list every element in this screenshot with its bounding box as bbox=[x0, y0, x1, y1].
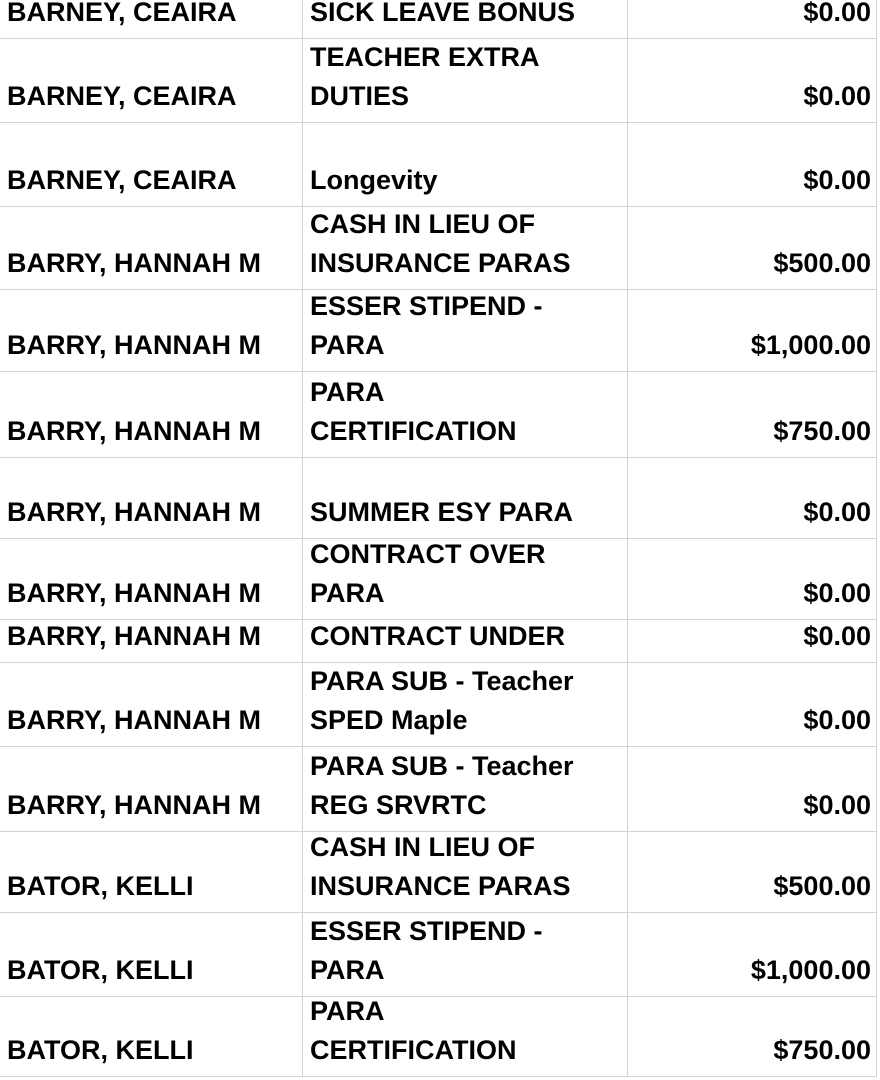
amount-value: $0.00 bbox=[803, 621, 871, 651]
pay-description bbox=[310, 0, 575, 32]
employee-name: BARRY, HANNAH M bbox=[7, 416, 261, 446]
pay-description-line: INSURANCE PARAS bbox=[310, 248, 571, 278]
pay-description bbox=[310, 39, 540, 116]
pay-description-line: INSURANCE PARAS bbox=[310, 871, 571, 901]
pay-description-line: CONTRACT UNDER bbox=[310, 621, 565, 651]
table-row bbox=[0, 913, 877, 997]
pay-description-cell bbox=[302, 997, 627, 1076]
employee-name-cell bbox=[0, 663, 302, 746]
pay-description bbox=[310, 832, 571, 906]
employee-name: BARNEY, CEAIRA bbox=[7, 0, 237, 27]
pay-description bbox=[310, 620, 565, 656]
employee-name-cell bbox=[0, 207, 302, 289]
amount-value: $500.00 bbox=[773, 871, 871, 901]
employee-name: BATOR, KELLI bbox=[7, 1035, 194, 1065]
pay-description-cell bbox=[302, 539, 627, 619]
table-row bbox=[0, 0, 877, 39]
pay-description-line: PARA SUB - Teacher bbox=[310, 666, 574, 696]
pay-description-line: SUMMER ESY PARA bbox=[310, 497, 574, 527]
employee-name: BARRY, HANNAH M bbox=[7, 497, 261, 527]
amount-value: $500.00 bbox=[773, 248, 871, 278]
pay-description-cell bbox=[302, 620, 627, 662]
pay-description-line: TEACHER EXTRA bbox=[310, 42, 540, 72]
amount-value: $750.00 bbox=[773, 416, 871, 446]
employee-name-cell bbox=[0, 123, 302, 206]
employee-name-cell bbox=[0, 997, 302, 1076]
pay-description-cell bbox=[302, 458, 627, 538]
pay-description bbox=[310, 747, 574, 825]
amount-value: $0.00 bbox=[803, 790, 871, 820]
employee-name: BARRY, HANNAH M bbox=[7, 330, 261, 360]
table-row bbox=[0, 539, 877, 620]
amount-value: $1,000.00 bbox=[750, 955, 871, 985]
pay-description-line: PARA bbox=[310, 578, 385, 608]
amount-value: $0.00 bbox=[803, 0, 871, 27]
amount-cell bbox=[627, 997, 877, 1076]
employee-name: BARRY, HANNAH M bbox=[7, 248, 261, 278]
amount-cell bbox=[627, 913, 877, 996]
pay-description-line: DUTIES bbox=[310, 81, 410, 111]
pay-description-line: PARA SUB - Teacher bbox=[310, 751, 574, 781]
pay-description-line: ESSER STIPEND - bbox=[310, 916, 543, 946]
pay-description-cell bbox=[302, 663, 627, 746]
pay-description-line: PARA bbox=[310, 997, 385, 1026]
amount-value: $0.00 bbox=[803, 705, 871, 735]
pay-description-line: ESSER STIPEND - bbox=[310, 291, 543, 321]
employee-name-cell bbox=[0, 39, 302, 122]
pay-description-cell bbox=[302, 0, 627, 38]
amount-cell bbox=[627, 458, 877, 538]
table-row bbox=[0, 290, 877, 372]
employee-name: BARNEY, CEAIRA bbox=[7, 165, 237, 195]
employee-name-cell bbox=[0, 747, 302, 831]
amount-value: $750.00 bbox=[773, 1035, 871, 1065]
employee-name-cell bbox=[0, 913, 302, 996]
pay-description-cell bbox=[302, 290, 627, 371]
pay-description-line: Longevity bbox=[310, 165, 438, 195]
pay-description-cell bbox=[302, 207, 627, 289]
pay-description-line: SPED Maple bbox=[310, 705, 468, 735]
pay-description bbox=[310, 207, 571, 283]
employee-name-cell bbox=[0, 0, 302, 38]
employee-name-cell bbox=[0, 458, 302, 538]
amount-cell bbox=[627, 747, 877, 831]
pay-description-line: CERTIFICATION bbox=[310, 416, 517, 446]
employee-name-cell bbox=[0, 539, 302, 619]
amount-cell bbox=[627, 0, 877, 38]
employee-name: BARRY, HANNAH M bbox=[7, 621, 261, 651]
amount-cell bbox=[627, 39, 877, 122]
amount-value: $0.00 bbox=[803, 578, 871, 608]
pay-description-cell bbox=[302, 832, 627, 912]
pay-description-cell bbox=[302, 39, 627, 122]
pay-description bbox=[310, 913, 543, 990]
amount-value: $1,000.00 bbox=[750, 330, 871, 360]
amount-cell bbox=[627, 290, 877, 371]
pay-description bbox=[310, 493, 573, 532]
table-row bbox=[0, 747, 877, 832]
pay-description-line: CASH IN LIEU OF bbox=[310, 832, 536, 862]
table-row bbox=[0, 620, 877, 663]
employee-name: BARRY, HANNAH M bbox=[7, 705, 261, 735]
table-row bbox=[0, 663, 877, 747]
table-row bbox=[0, 997, 877, 1077]
employee-name: BARNEY, CEAIRA bbox=[7, 81, 237, 111]
pay-description-line: PARA bbox=[310, 377, 385, 407]
amount-cell bbox=[627, 620, 877, 662]
pay-description-cell bbox=[302, 747, 627, 831]
pay-description-line: CASH IN LIEU OF bbox=[310, 209, 536, 239]
employee-name: BATOR, KELLI bbox=[7, 871, 194, 901]
pay-description-line: SICK LEAVE BONUS bbox=[310, 0, 576, 27]
employee-name-cell bbox=[0, 832, 302, 912]
employee-name-cell bbox=[0, 620, 302, 662]
table-row bbox=[0, 372, 877, 458]
employee-name-cell bbox=[0, 290, 302, 371]
table-row bbox=[0, 123, 877, 207]
amount-cell bbox=[627, 207, 877, 289]
employee-name: BARRY, HANNAH M bbox=[7, 790, 261, 820]
pay-description-line: CERTIFICATION bbox=[310, 1035, 517, 1065]
table-row bbox=[0, 207, 877, 290]
pay-description bbox=[310, 997, 516, 1070]
table-row bbox=[0, 458, 877, 539]
table-row bbox=[0, 39, 877, 123]
pay-description-cell bbox=[302, 123, 627, 206]
amount-value: $0.00 bbox=[803, 81, 871, 111]
pay-description-line: CONTRACT OVER bbox=[310, 539, 546, 569]
amount-cell bbox=[627, 372, 877, 457]
amount-value: $0.00 bbox=[803, 165, 871, 195]
pay-description bbox=[310, 373, 516, 451]
amount-cell bbox=[627, 539, 877, 619]
pay-description bbox=[310, 663, 574, 740]
amount-cell bbox=[627, 663, 877, 746]
employee-name-cell bbox=[0, 372, 302, 457]
pay-description-cell bbox=[302, 913, 627, 996]
amount-cell bbox=[627, 123, 877, 206]
employee-name: BATOR, KELLI bbox=[7, 955, 194, 985]
amount-cell bbox=[627, 832, 877, 912]
pay-description-line: REG SRVRTC bbox=[310, 790, 487, 820]
pay-description-cell bbox=[302, 372, 627, 457]
pay-description bbox=[310, 161, 438, 200]
employee-name: BARRY, HANNAH M bbox=[7, 578, 261, 608]
pay-description bbox=[310, 290, 543, 365]
table-row bbox=[0, 832, 877, 913]
pay-description-line: PARA bbox=[310, 955, 385, 985]
pay-description-line: PARA bbox=[310, 330, 385, 360]
pay-description bbox=[310, 539, 546, 613]
amount-value: $0.00 bbox=[803, 497, 871, 527]
